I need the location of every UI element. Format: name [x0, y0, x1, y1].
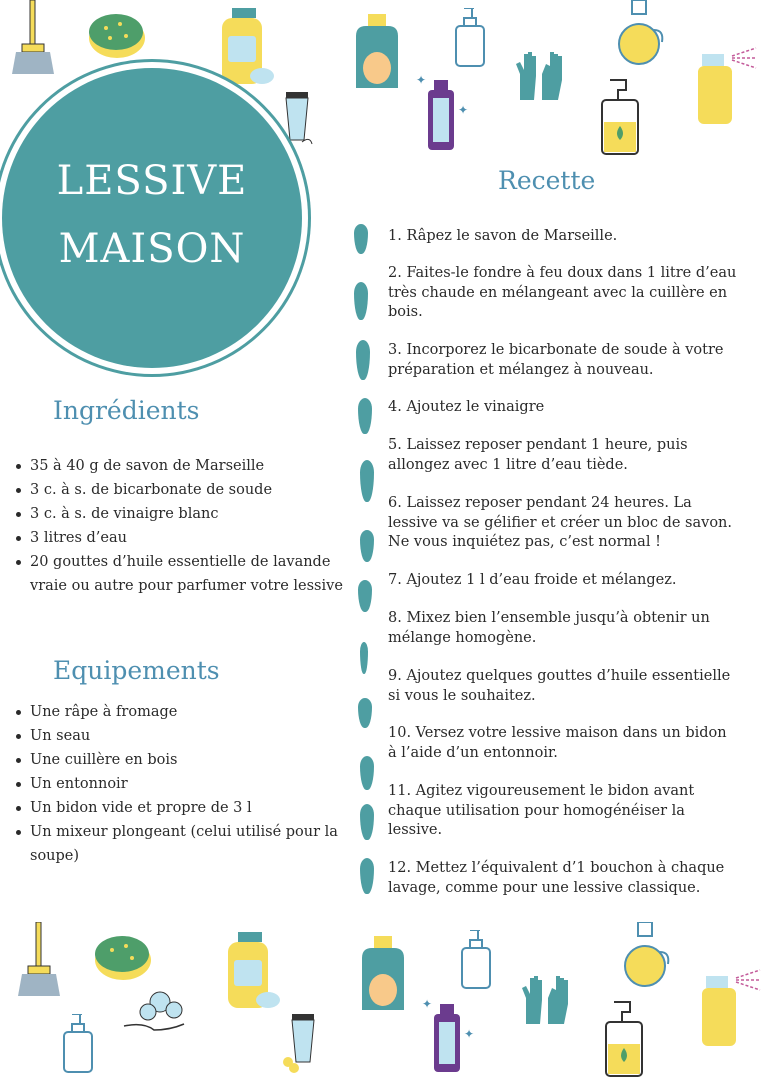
- drop-icon: [360, 858, 374, 894]
- drop-icon: [354, 224, 368, 254]
- title-line-1: LESSIVE: [56, 158, 248, 204]
- recipe-step: 2. Faites-le fondre à feu doux dans 1 litre d’eau très chaude en mélangeant avec la cuillère en bois.: [388, 265, 737, 320]
- ingredients-heading: Ingrédients: [53, 396, 200, 425]
- spray-bottle-icon: [696, 46, 760, 126]
- title-line-2: MAISON: [58, 226, 246, 272]
- drop-icon: [358, 698, 372, 728]
- svg-text:✦: ✦: [416, 73, 427, 87]
- svg-text:✦: ✦: [464, 1027, 475, 1041]
- pump-dispenser-icon: [450, 8, 490, 68]
- recipe-heading: Recette: [498, 166, 596, 195]
- recipe-step: 4. Ajoutez le vinaigre: [388, 399, 545, 415]
- list-item: 3 c. à s. de bicarbonate de soude: [14, 478, 346, 502]
- drop-icon: [360, 756, 374, 790]
- drop-icon: [354, 282, 368, 320]
- equipment-heading: Equipements: [53, 656, 220, 685]
- recipe-step: 10. Versez votre lessive maison dans un bidon à l’aide d’un entonnoir.: [388, 725, 727, 761]
- drop-icon: [358, 398, 372, 434]
- gloves-icon: [520, 974, 572, 1026]
- ingredients-list: [14, 454, 346, 598]
- drop-icon: [360, 460, 374, 502]
- pump-dispenser-icon: [58, 1014, 98, 1074]
- shampoo-bottle-icon: [222, 932, 282, 1012]
- sponge-icon: [86, 8, 148, 60]
- gloves-icon: [514, 50, 566, 102]
- list-item: Un seau: [14, 724, 346, 748]
- title-badge: [2, 68, 302, 368]
- list-item: 3 litres d’eau: [14, 526, 346, 550]
- cream-tube-icon: [278, 1014, 324, 1076]
- soap-pump-bottle-icon: [596, 78, 646, 158]
- broom-icon: [8, 0, 58, 80]
- glass-jug-icon: [614, 0, 666, 66]
- list-item: Un bidon vide et propre de 3 l: [14, 796, 346, 820]
- equipment-list: [14, 700, 346, 868]
- recipe-step: 5. Laissez reposer pendant 1 heure, puis allongez avec 1 litre d’eau tiède.: [388, 437, 688, 473]
- recipe-step: 7. Ajoutez 1 l d’eau froide et mélangez.: [388, 572, 677, 588]
- recipe-step: 3. Incorporez le bicarbonate de soude à votre préparation et mélangez à nouveau.: [388, 342, 724, 378]
- drop-icon: [358, 580, 372, 612]
- svg-text:✦: ✦: [422, 997, 433, 1011]
- spray-bottle-icon: [700, 968, 764, 1048]
- list-item: 35 à 40 g de savon de Marseille: [14, 454, 346, 478]
- detergent-bottle-icon: [350, 14, 404, 94]
- purple-bottle-icon: [414, 72, 470, 152]
- recipe-step: 8. Mixez bien l’ensemble jusqu’à obtenir un mélange homogène.: [388, 610, 710, 646]
- recipe-step: 6. Laissez reposer pendant 24 heures. La lessive va se gélifier et créer un bloc de savon. Ne vous inquiétez pas, c’est normal !: [388, 495, 732, 550]
- soapy-hands-icon: [120, 980, 190, 1040]
- broom-icon: [14, 922, 64, 1002]
- drop-icon: [360, 530, 374, 562]
- recipe-step: 1. Râpez le savon de Marseille.: [388, 228, 618, 244]
- soap-pump-bottle-icon: [600, 1000, 650, 1080]
- drop-icon: [356, 340, 370, 380]
- glass-jug-icon: [620, 922, 672, 988]
- list-item: Une cuillère en bois: [14, 748, 346, 772]
- shampoo-bottle-icon: [216, 8, 276, 88]
- pump-dispenser-icon: [456, 930, 496, 990]
- recipe-step: 11. Agitez vigoureusement le bidon avant chaque utilisation pour homogénéiser la lessive.: [388, 783, 695, 838]
- drop-icon: [360, 642, 368, 674]
- list-item: 20 gouttes d’huile essentielle de lavande vraie ou autre pour parfumer votre lessive: [14, 550, 346, 598]
- list-item: Un mixeur plongeant (celui utilisé pour la soupe): [14, 820, 346, 868]
- list-item: 3 c. à s. de vinaigre blanc: [14, 502, 346, 526]
- recipe-step: 9. Ajoutez quelques gouttes d’huile essentielle si vous le souhaitez.: [388, 668, 731, 704]
- list-item: Un entonnoir: [14, 772, 346, 796]
- detergent-bottle-icon: [356, 936, 410, 1016]
- purple-bottle-icon: [420, 996, 476, 1076]
- list-item: Une râpe à fromage: [14, 700, 346, 724]
- svg-text:✦: ✦: [458, 103, 469, 117]
- sponge-icon: [92, 930, 154, 982]
- recipe-step: 12. Mettez l’équivalent d’1 bouchon à chaque lavage, comme pour une lessive classique.: [388, 860, 725, 896]
- drop-icon: [360, 804, 374, 840]
